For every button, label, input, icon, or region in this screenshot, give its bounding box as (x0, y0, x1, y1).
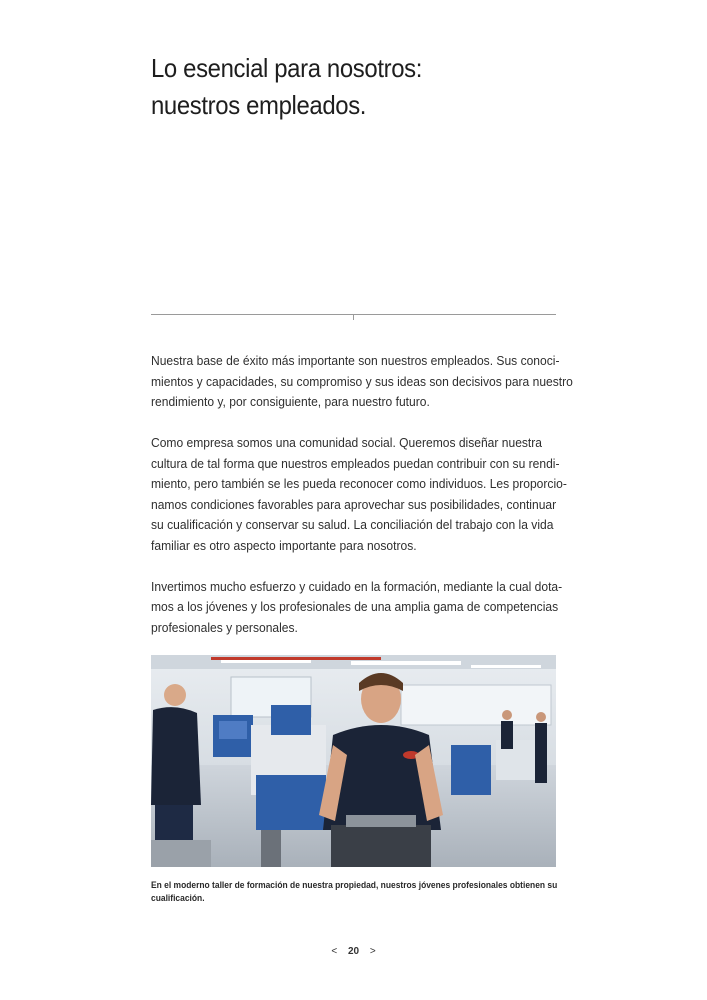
body-text (151, 351, 573, 659)
text-line: su cualificación y conservar su salud. La conciliación del trabajo con la vida (151, 517, 554, 532)
text-line: rendimiento y, por consiguiente, para nuestro futuro. (151, 394, 430, 409)
bg-person-head (536, 712, 546, 722)
workshop-photo (151, 655, 556, 867)
ceiling-light (471, 665, 541, 668)
window (401, 685, 551, 725)
red-beam (211, 657, 381, 660)
section-divider-tick (353, 314, 354, 320)
text-line: familiar es otro aspecto importante para nosotros. (151, 537, 417, 553)
text-line: mos a los jóvenes y los profesionales de una amplia gama de competencias (151, 599, 559, 614)
tool (261, 830, 281, 867)
machine-base (256, 775, 326, 830)
caption-line: cualificación. (151, 893, 205, 903)
text-line: miento, pero también se les pueda reconocer como individuos. Les proporcio- (151, 476, 567, 491)
page-number: 20 (347, 946, 360, 957)
bench (151, 840, 211, 867)
caption-line: En el moderno taller de formación de nuestra propiedad, nuestros jóvenes profesionales obtienen su (151, 880, 558, 890)
text-line: Nuestra base de éxito más importante son nuestros empleados. Sus conoci- (151, 353, 560, 368)
text-line: Como empresa somos una comunidad social. Queremos diseñar nuestra (151, 435, 543, 450)
text-line: cultura de tal forma que nuestros empleados puedan contribuir con su rendi- (151, 455, 560, 471)
photo-caption (151, 879, 556, 905)
text-line: profesionales y personales. (151, 619, 298, 635)
worker-legs (155, 805, 193, 845)
paragraph (151, 577, 563, 639)
workbench (451, 745, 491, 795)
title-line: Lo esencial para nosotros: (151, 53, 423, 83)
worker-body (151, 707, 201, 805)
paragraph (151, 433, 567, 556)
prev-page-button[interactable]: < (331, 946, 338, 957)
page-title (151, 50, 537, 124)
ceiling-light (351, 661, 461, 665)
worker-head (164, 684, 186, 706)
workpiece (346, 815, 416, 827)
bench-vise (331, 825, 431, 867)
workshop-photo-illustration (151, 655, 556, 867)
bg-person-head (502, 710, 512, 720)
machine-head (271, 705, 311, 735)
bg-person-body (535, 723, 547, 783)
text-line: namos condiciones favorables para aprovechar sus posibilidades, continuar (151, 496, 557, 512)
control-screen (219, 721, 247, 739)
paragraph (151, 351, 573, 413)
text-line: Invertimos mucho esfuerzo y cuidado en la formación, mediante la cual dota- (151, 578, 563, 594)
bg-person-body (501, 721, 513, 749)
text-line: mientos y capacidades, su compromiso y sus ideas son decisivos para nuestro (151, 373, 573, 389)
next-page-button[interactable]: > (369, 946, 376, 957)
page-navigation (0, 946, 707, 957)
title-line: nuestros empleados. (151, 90, 367, 120)
